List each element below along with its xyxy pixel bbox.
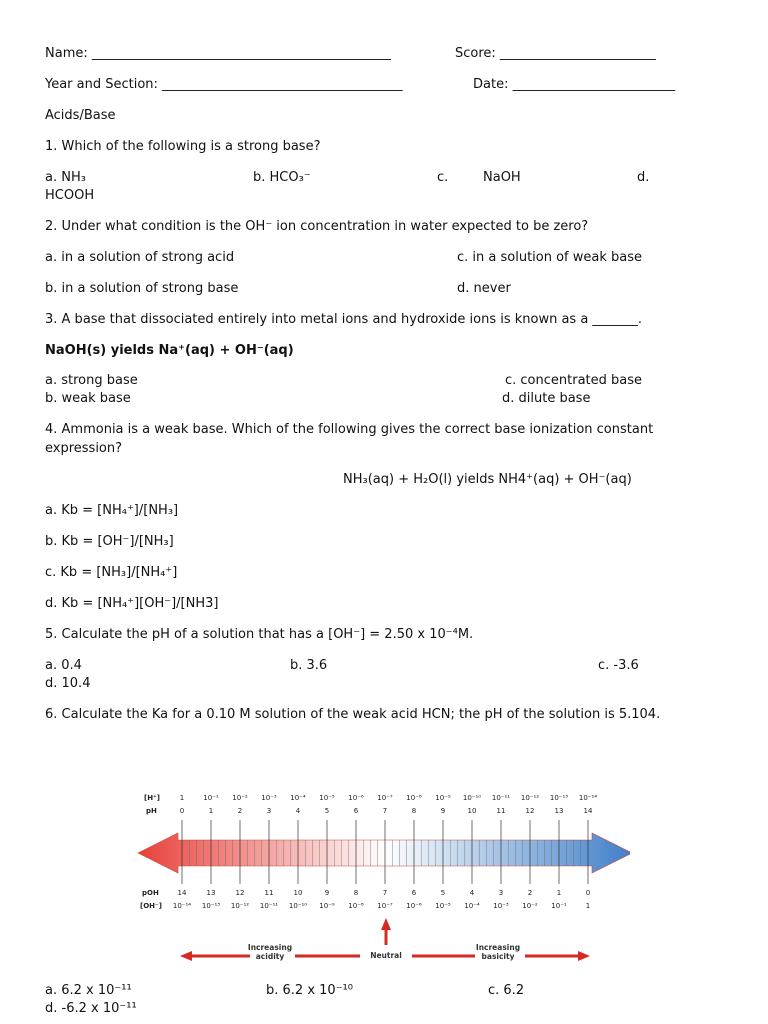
oh-value-3: 10⁻¹¹ <box>259 902 279 910</box>
question-5-text: 5. Calculate the pH of a solution that has a [OH⁻] = 2.50 x 10⁻⁴M. <box>45 627 474 642</box>
poh-value-13: 1 <box>556 889 562 897</box>
poh-row-label: pOH <box>142 889 159 897</box>
q4-option-b: b. Kb = [OH⁻]/[NH₃] <box>45 534 174 549</box>
neutral-arrow <box>381 918 391 945</box>
ph-value-13: 13 <box>554 807 564 815</box>
q3-option-c: c. concentrated base <box>505 373 643 388</box>
ph-value-11: 11 <box>496 807 506 815</box>
h-value-5: 10⁻⁵ <box>319 794 335 802</box>
q2-option-d: d. never <box>457 281 511 296</box>
ph-value-9: 9 <box>440 807 446 815</box>
q3-option-d: d. dilute base <box>502 391 591 406</box>
increasing-basicity-arrow <box>525 951 590 961</box>
h-value-7: 10⁻⁷ <box>377 794 393 802</box>
h-value-10: 10⁻¹⁰ <box>462 794 482 802</box>
poh-value-4: 10 <box>293 889 303 897</box>
question-3-text: 3. A base that dissociated entirely into metal ions and hydroxide ions is known as a _______. <box>45 312 643 327</box>
h-value-0: 1 <box>179 794 185 802</box>
poh-value-1: 13 <box>206 889 216 897</box>
q4-option-d: d. Kb = [NH₄⁺][OH⁻]/[NH3] <box>45 596 219 611</box>
poh-value-10: 4 <box>469 889 475 897</box>
oh-value-10: 10⁻⁴ <box>464 902 480 910</box>
acidity-caption-2: acidity <box>255 952 285 961</box>
ph-value-5: 5 <box>324 807 330 815</box>
oh-value-8: 10⁻⁶ <box>406 902 422 910</box>
poh-value-9: 5 <box>440 889 446 897</box>
q4-equation: NH₃(aq) + H₂O(l) yields NH4⁺(aq) + OH⁻(aq) <box>343 472 632 487</box>
oh-value-1: 10⁻¹³ <box>201 902 221 910</box>
h-value-8: 10⁻⁸ <box>406 794 422 802</box>
q6-option-c: c. 6.2 <box>488 983 525 998</box>
q3-option-a: a. strong base <box>45 373 138 388</box>
poh-value-11: 3 <box>498 889 504 897</box>
increasing-acidity-arrow <box>180 951 250 961</box>
neutral-caption: Neutral <box>370 951 402 960</box>
q5-option-d: d. 10.4 <box>45 676 91 691</box>
poh-value-0: 14 <box>177 889 187 897</box>
ph-value-14: 14 <box>583 807 593 815</box>
poh-value-14: 0 <box>585 889 591 897</box>
ph-value-3: 3 <box>266 807 272 815</box>
ph-value-8: 8 <box>411 807 417 815</box>
oh-value-14: 1 <box>585 902 591 910</box>
oh-value-11: 10⁻³ <box>493 902 509 910</box>
year-section-field-label: Year and Section: _____________________________________ <box>45 77 403 92</box>
h-row-label: [H⁺] <box>144 794 160 802</box>
q1-option-d-letter: d. <box>637 170 650 185</box>
question-2-text: 2. Under what condition is the OH⁻ ion concentration in water expected to be zero? <box>45 219 589 234</box>
h-value-12: 10⁻¹² <box>520 794 540 802</box>
h-value-6: 10⁻⁶ <box>348 794 364 802</box>
q2-option-a: a. in a solution of strong acid <box>45 250 235 265</box>
oh-value-7: 10⁻⁷ <box>377 902 393 910</box>
h-value-11: 10⁻¹¹ <box>491 794 511 802</box>
oh-value-12: 10⁻² <box>522 902 538 910</box>
q5-option-a: a. 0.4 <box>45 658 82 673</box>
oh-value-9: 10⁻⁵ <box>435 902 451 910</box>
ph-value-1: 1 <box>208 807 214 815</box>
oh-value-13: 10⁻¹ <box>551 902 567 910</box>
q5-option-c: c. -3.6 <box>598 658 639 673</box>
q1-option-d: HCOOH <box>45 188 95 203</box>
score-field-label: Score: ________________________ <box>455 46 656 61</box>
ph-value-4: 4 <box>295 807 301 815</box>
h-value-13: 10⁻¹³ <box>549 794 569 802</box>
poh-value-2: 12 <box>235 889 245 897</box>
q3-equation: NaOH(s) yields Na⁺(aq) + OH⁻(aq) <box>45 343 294 358</box>
ph-row-label: pH <box>146 807 157 815</box>
poh-value-8: 6 <box>411 889 417 897</box>
oh-row-label: [OH⁻] <box>140 902 162 910</box>
ph-value-10: 10 <box>467 807 477 815</box>
h-value-3: 10⁻³ <box>261 794 277 802</box>
ph-gradient-band <box>138 833 630 873</box>
poh-value-7: 7 <box>382 889 388 897</box>
ph-value-2: 2 <box>237 807 243 815</box>
basicity-caption-2: basicity <box>481 952 515 961</box>
ph-value-7: 7 <box>382 807 388 815</box>
oh-value-0: 10⁻¹⁴ <box>172 902 192 910</box>
q1-option-a: a. NH₃ <box>45 170 86 185</box>
oh-value-6: 10⁻⁸ <box>348 902 364 910</box>
question-1-text: 1. Which of the following is a strong base? <box>45 139 321 154</box>
poh-value-6: 8 <box>353 889 359 897</box>
ph-scale-diagram <box>130 780 630 970</box>
q1-option-c: NaOH <box>483 170 521 185</box>
q1-option-c-letter: c. <box>437 170 449 185</box>
ph-value-12: 12 <box>525 807 535 815</box>
poh-value-12: 2 <box>527 889 533 897</box>
oh-value-2: 10⁻¹² <box>230 902 250 910</box>
question-4-text-line-1: 4. Ammonia is a weak base. Which of the following gives the correct base ionization constant <box>45 422 654 437</box>
question-6-text: 6. Calculate the Ka for a 0.10 M solution of the weak acid HCN; the pH of the solution is 5.104. <box>45 707 661 722</box>
h-value-1: 10⁻¹ <box>203 794 219 802</box>
poh-value-5: 9 <box>324 889 330 897</box>
q1-option-b: b. HCO₃⁻ <box>253 170 311 185</box>
topic-title: Acids/Base <box>45 108 116 123</box>
q4-option-a: a. Kb = [NH₄⁺]/[NH₃] <box>45 503 179 518</box>
q2-option-b: b. in a solution of strong base <box>45 281 239 296</box>
basicity-caption-1: Increasing <box>475 943 521 952</box>
oh-value-4: 10⁻¹⁰ <box>288 902 308 910</box>
ph-value-6: 6 <box>353 807 359 815</box>
q6-option-a: a. 6.2 x 10⁻¹¹ <box>45 983 132 998</box>
q4-option-c: c. Kb = [NH₃]/[NH₄⁺] <box>45 565 178 580</box>
q6-option-d: d. -6.2 x 10⁻¹¹ <box>45 1001 137 1016</box>
h-value-4: 10⁻⁴ <box>290 794 306 802</box>
h-value-14: 10⁻¹⁴ <box>578 794 598 802</box>
h-value-2: 10⁻² <box>232 794 248 802</box>
h-value-9: 10⁻⁹ <box>435 794 451 802</box>
name-field-label: Name: ______________________________________________ <box>45 46 391 61</box>
oh-value-5: 10⁻⁹ <box>319 902 335 910</box>
q6-option-b: b. 6.2 x 10⁻¹⁰ <box>266 983 353 998</box>
ph-value-0: 0 <box>179 807 185 815</box>
q3-option-b: b. weak base <box>45 391 131 406</box>
q5-option-b: b. 3.6 <box>290 658 328 673</box>
question-4-text-line-2: expression? <box>45 441 123 456</box>
date-field-label: Date: _________________________ <box>473 77 676 92</box>
q2-option-c: c. in a solution of weak base <box>457 250 643 265</box>
poh-value-3: 11 <box>264 889 274 897</box>
acidity-caption-1: Increasing <box>247 943 293 952</box>
